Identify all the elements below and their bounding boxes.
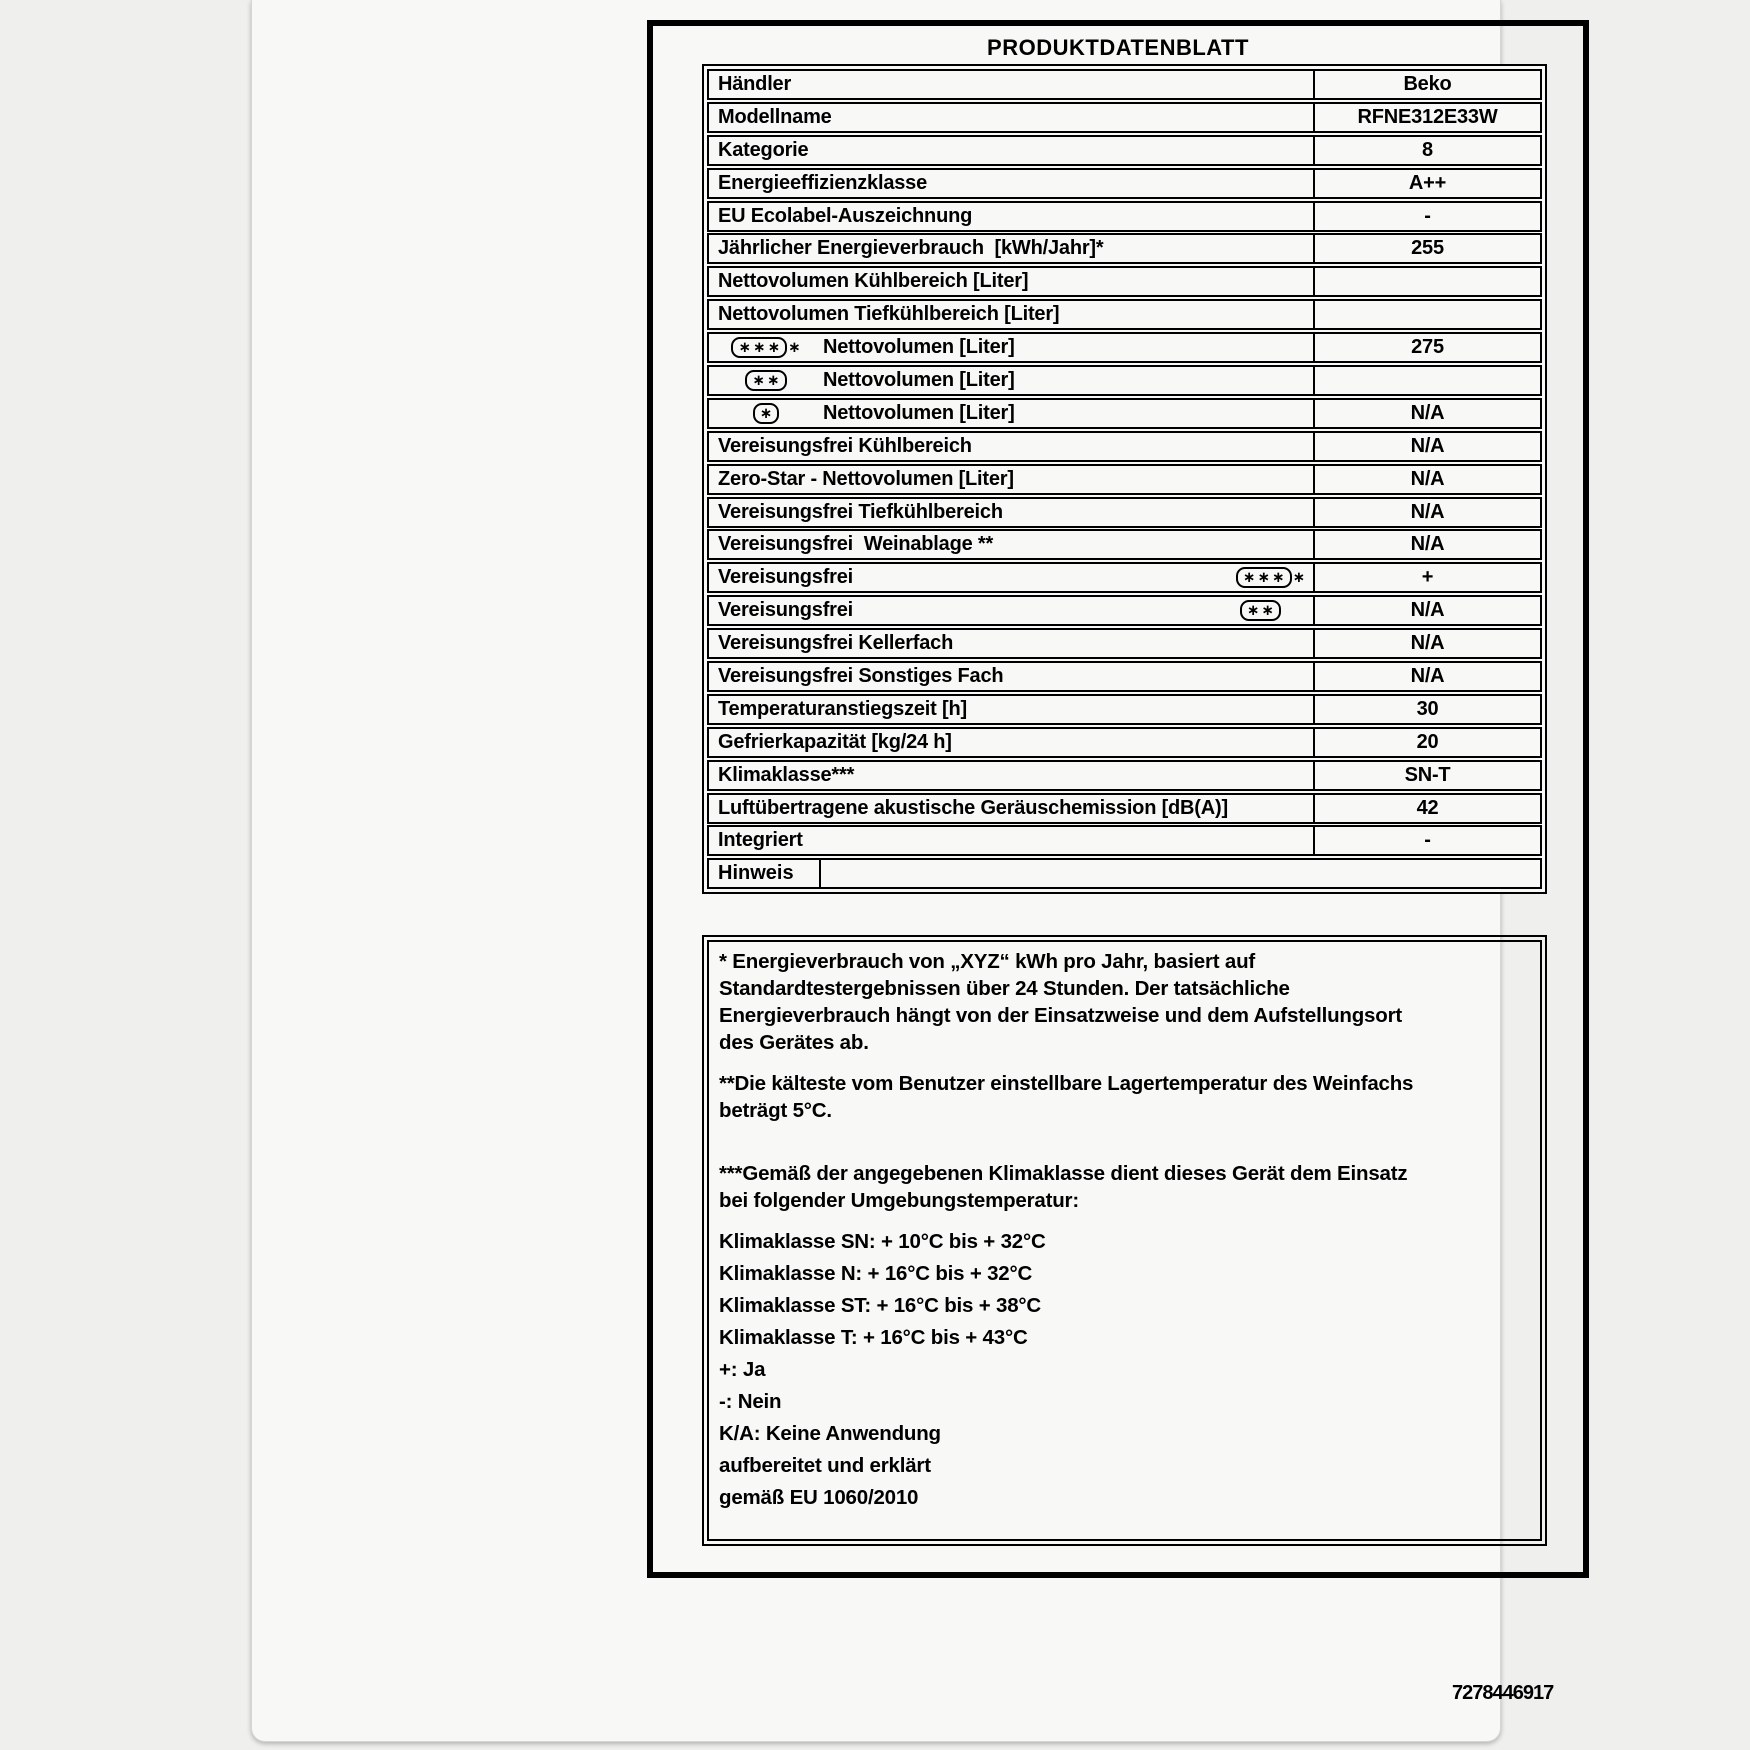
table-row <box>707 529 1542 560</box>
row-label: EU Ecolabel-Auszeichnung <box>718 204 973 227</box>
row-label: Luftübertragene akustische Geräuschemission [dB(A)] <box>718 796 1228 819</box>
table-row <box>707 825 1542 856</box>
row-label-text: Nettovolumen [Liter] <box>823 401 1015 424</box>
row-value <box>1313 268 1540 295</box>
row-value: N/A <box>1313 466 1540 493</box>
table-row <box>707 760 1542 791</box>
table-row <box>707 398 1542 429</box>
table-row <box>707 661 1542 692</box>
row-label-text: Vereisungsfrei <box>718 566 854 589</box>
row-value: N/A <box>1313 663 1540 690</box>
table-row <box>707 102 1542 133</box>
row-label: Integriert <box>718 829 803 852</box>
row-label <box>709 400 1313 427</box>
table-row <box>707 595 1542 626</box>
row-label <box>709 564 1313 591</box>
table-row <box>707 628 1542 659</box>
table-row <box>707 464 1542 495</box>
row-label: Händler <box>718 73 792 95</box>
row-label <box>709 334 1313 361</box>
star-icon: ∗ <box>788 338 801 357</box>
footnote-climate-class: ***Gemäß der angegebenen Klimaklasse dient dieses Gerät dem Einsatz bei folgender Umgebungstemperatur: <box>719 1162 1408 1212</box>
table-row <box>707 299 1542 330</box>
row-label: Nettovolumen Kühlbereich [Liter] <box>718 270 1029 293</box>
table-row-hinweis <box>707 858 1542 889</box>
hinweis-empty-cell <box>821 860 1540 887</box>
table-row <box>707 135 1542 166</box>
sheet-frame <box>647 20 1589 1578</box>
row-label-text: Nettovolumen [Liter] <box>823 369 1015 392</box>
row-value: 275 <box>1313 334 1540 361</box>
table-row <box>707 168 1542 199</box>
row-label: Klimaklasse*** <box>718 763 855 786</box>
row-value: + <box>1313 564 1540 591</box>
row-label: Vereisungsfrei Sonstiges Fach <box>718 665 1004 688</box>
row-value: N/A <box>1313 630 1540 657</box>
table-row <box>707 266 1542 297</box>
legend-line: K/A: Keine Anwendung <box>719 1422 941 1445</box>
table-row <box>707 793 1542 824</box>
four-star-rating-icon <box>1236 567 1305 588</box>
three-star-box-icon: ∗∗∗ <box>1236 567 1292 588</box>
climate-class-line: Klimaklasse N: + 16°C bis + 32°C <box>719 1262 1033 1285</box>
footnote-wine-storage: **Die kälteste vom Benutzer einstellbare Lagertemperatur des Weinfachs beträgt 5°C. <box>719 1072 1414 1122</box>
legend-line: gemäß EU 1060/2010 <box>719 1486 919 1509</box>
three-star-box-icon: ∗∗∗ <box>731 337 787 358</box>
row-value: N/A <box>1313 531 1540 558</box>
row-value: 8 <box>1313 137 1540 164</box>
table-row <box>707 69 1542 100</box>
row-label: Kategorie <box>718 138 809 161</box>
footnote-energy: * Energieverbrauch von „XYZ“ kWh pro Jahr, basiert auf Standardtestergebnissen über 24 Stunden. Der tatsächliche Energieverbrauch hängt von der Einsatzweise und dem Aufstellungsort des Gerätes ab. <box>719 950 1402 1054</box>
row-label: Vereisungsfrei Tiefkühlbereich <box>718 500 1003 523</box>
row-value: RFNE312E33W <box>1313 104 1540 131</box>
one-star-box-icon: ∗ <box>753 403 780 424</box>
table-row <box>707 497 1542 528</box>
sheet-page <box>251 0 1554 1742</box>
two-star-box-icon: ∗∗ <box>1240 600 1281 621</box>
row-label: Nettovolumen Tiefkühlbereich [Liter] <box>718 303 1060 326</box>
footnotes-box <box>702 935 1547 1546</box>
table-row <box>707 694 1542 725</box>
row-label-text: Vereisungsfrei <box>718 599 854 622</box>
table-row <box>707 562 1542 593</box>
row-value: - <box>1313 203 1540 230</box>
row-label: Modellname <box>718 105 832 128</box>
row-label: Energieeffizienzklasse <box>718 171 928 194</box>
legend-line: aufbereitet und erklärt <box>719 1454 931 1477</box>
four-star-rating-icon <box>731 337 800 358</box>
table-row <box>707 727 1542 758</box>
row-label: Vereisungsfrei Kellerfach <box>718 632 954 655</box>
row-value: Beko <box>1313 71 1540 98</box>
star-icon: ∗ <box>1292 568 1305 587</box>
row-value: - <box>1313 827 1540 854</box>
row-value: 255 <box>1313 235 1540 262</box>
table-row <box>707 365 1542 396</box>
hinweis-label: Hinweis <box>709 860 821 887</box>
row-label: Jährlicher Energieverbrauch [kWh/Jahr]* <box>718 237 1104 260</box>
row-label <box>709 597 1313 624</box>
two-star-rating-icon <box>1240 600 1281 621</box>
climate-class-line: Klimaklasse SN: + 10°C bis + 32°C <box>719 1230 1046 1253</box>
row-value <box>1313 367 1540 394</box>
row-label: Zero-Star - Nettovolumen [Liter] <box>718 467 1014 490</box>
legend-line: -: Nein <box>719 1390 782 1413</box>
row-value: N/A <box>1313 597 1540 624</box>
row-label: Gefrierkapazität [kg/24 h] <box>718 730 952 753</box>
row-value: N/A <box>1313 499 1540 526</box>
document-number: 7278446917 <box>1452 1682 1554 1704</box>
spec-table <box>702 64 1547 894</box>
table-row <box>707 233 1542 264</box>
row-value: 42 <box>1313 795 1540 822</box>
table-row <box>707 431 1542 462</box>
table-row <box>707 332 1542 363</box>
row-value: A++ <box>1313 170 1540 197</box>
row-value: SN-T <box>1313 762 1540 789</box>
row-value: N/A <box>1313 400 1540 427</box>
climate-class-line: Klimaklasse ST: + 16°C bis + 38°C <box>719 1294 1042 1317</box>
row-value <box>1313 301 1540 328</box>
row-label: Vereisungsfrei Kühlbereich <box>718 434 972 457</box>
table-row <box>707 201 1542 232</box>
legend-line: +: Ja <box>719 1358 766 1381</box>
row-label: Vereisungsfrei Weinablage ** <box>718 533 994 556</box>
row-value: 20 <box>1313 729 1540 756</box>
row-label-text: Nettovolumen [Liter] <box>823 336 1015 359</box>
row-value: N/A <box>1313 433 1540 460</box>
page-title: PRODUKTDATENBLATT <box>987 35 1249 60</box>
climate-class-line: Klimaklasse T: + 16°C bis + 43°C <box>719 1326 1028 1349</box>
row-label <box>709 367 1313 394</box>
row-value: 30 <box>1313 696 1540 723</box>
row-label: Temperaturanstiegszeit [h] <box>718 697 967 720</box>
footnotes-content <box>707 940 1542 1541</box>
two-star-box-icon: ∗∗ <box>745 370 786 391</box>
